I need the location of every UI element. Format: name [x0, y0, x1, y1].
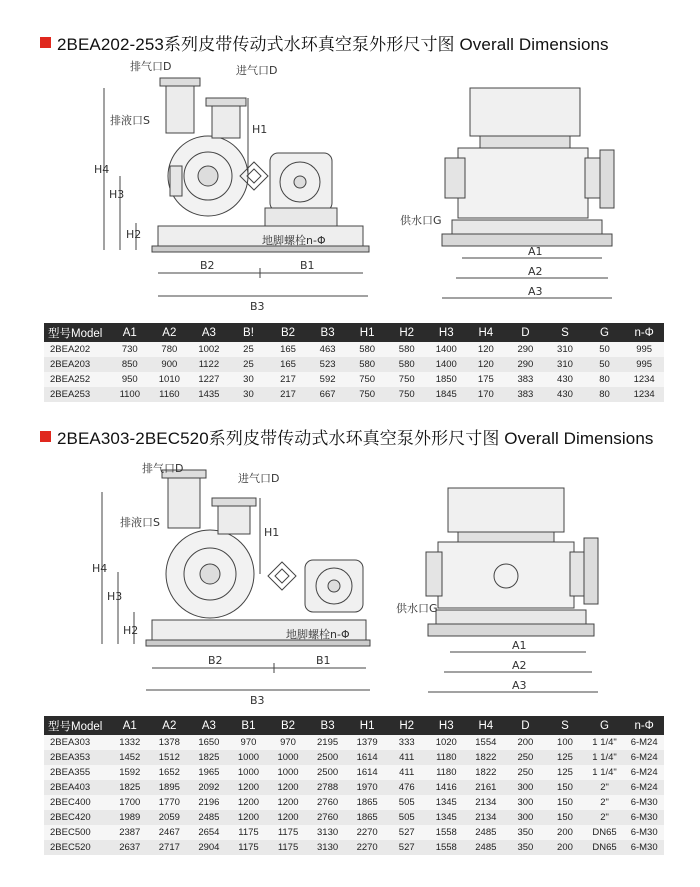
dim-a2: A2: [528, 265, 543, 278]
table-cell: 2BEA303: [44, 735, 110, 750]
table-cell: 2BEA355: [44, 765, 110, 780]
table-cell: 1379: [347, 735, 387, 750]
table-cell: 1378: [150, 735, 190, 750]
column-header: H2: [387, 323, 427, 342]
table-cell: 1332: [110, 735, 150, 750]
column-header: H4: [466, 323, 506, 342]
table-cell: 1100: [110, 387, 150, 402]
table-cell: 750: [387, 387, 427, 402]
table-cell: 970: [229, 735, 269, 750]
table-cell: 505: [387, 795, 427, 810]
dim-b2: B2: [200, 259, 215, 272]
table-cell: DN65: [585, 825, 625, 840]
table-cell: 592: [308, 372, 348, 387]
table-cell: 6-M24: [624, 735, 664, 750]
column-header: n-Φ: [624, 323, 664, 342]
table-cell: 25: [229, 357, 269, 372]
table-cell: 175: [466, 372, 506, 387]
table-cell: 217: [268, 387, 308, 402]
table-cell: DN65: [585, 840, 625, 855]
table-cell: 2134: [466, 810, 506, 825]
label-intake: 进气口D: [238, 472, 280, 485]
table-cell: 290: [506, 342, 546, 357]
table-cell: 580: [387, 357, 427, 372]
table-cell: 3130: [308, 825, 348, 840]
table-cell: 523: [308, 357, 348, 372]
table-cell: 1000: [268, 750, 308, 765]
table-cell: 1614: [347, 750, 387, 765]
table-cell: 1200: [229, 795, 269, 810]
label-anchor: 地脚螺栓n-Φ: [262, 234, 326, 247]
column-header: n-Φ: [624, 716, 664, 735]
table-cell: 1512: [150, 750, 190, 765]
table-cell: 2BEC520: [44, 840, 110, 855]
section-2-spec-table: [44, 716, 664, 855]
table-cell: 970: [268, 735, 308, 750]
table-cell: 250: [506, 750, 546, 765]
table-cell: 2637: [110, 840, 150, 855]
table-cell: 1825: [189, 750, 229, 765]
table-cell: 383: [506, 387, 546, 402]
table-cell: 100: [545, 735, 585, 750]
column-header: G: [585, 716, 625, 735]
column-header: 型号Model: [44, 323, 110, 342]
table-cell: 6-M24: [624, 780, 664, 795]
table-row: [44, 342, 664, 357]
table-cell: 1965: [189, 765, 229, 780]
table-cell: 2BEA253: [44, 387, 110, 402]
table-cell: 476: [387, 780, 427, 795]
dim-h3: H3: [107, 590, 123, 603]
column-header: H1: [347, 716, 387, 735]
table-cell: 2270: [347, 840, 387, 855]
table-header-row: [44, 323, 664, 342]
dim-a1: A1: [528, 245, 543, 258]
table-cell: 310: [545, 342, 585, 357]
table-cell: 200: [545, 840, 585, 855]
table-cell: 80: [585, 372, 625, 387]
table-cell: 1845: [427, 387, 467, 402]
table-cell: 1970: [347, 780, 387, 795]
table-cell: 1175: [229, 840, 269, 855]
table-cell: 300: [506, 795, 546, 810]
table-cell: 2": [585, 810, 625, 825]
table-cell: 1002: [189, 342, 229, 357]
column-header: H3: [427, 716, 467, 735]
table-cell: 217: [268, 372, 308, 387]
table-cell: 1200: [268, 810, 308, 825]
pump-drawing-2: [90, 452, 650, 710]
table-cell: 1558: [427, 825, 467, 840]
table-cell: 750: [347, 372, 387, 387]
table-cell: 1345: [427, 810, 467, 825]
dim-a3: A3: [512, 679, 527, 692]
table-cell: 1000: [229, 750, 269, 765]
table-cell: 527: [387, 825, 427, 840]
table-row: [44, 825, 664, 840]
table-cell: 3130: [308, 840, 348, 855]
column-header: D: [506, 716, 546, 735]
table-row: [44, 795, 664, 810]
table-cell: 6-M24: [624, 765, 664, 780]
table-cell: 1020: [427, 735, 467, 750]
column-header: B3: [308, 716, 348, 735]
column-header: H2: [387, 716, 427, 735]
table-cell: 2BEA252: [44, 372, 110, 387]
table-cell: 1895: [150, 780, 190, 795]
table-cell: 580: [347, 342, 387, 357]
table-cell: 750: [347, 387, 387, 402]
table-row: [44, 387, 664, 402]
table-cell: 1614: [347, 765, 387, 780]
table-cell: 430: [545, 387, 585, 402]
table-cell: 30: [229, 387, 269, 402]
table-header-row: [44, 716, 664, 735]
dim-h1: H1: [252, 123, 268, 136]
table-cell: 527: [387, 840, 427, 855]
table-cell: 6-M30: [624, 795, 664, 810]
table-cell: 995: [624, 357, 664, 372]
table-cell: 165: [268, 342, 308, 357]
table-row: [44, 372, 664, 387]
dim-h1: H1: [264, 526, 280, 539]
table-cell: 1122: [189, 357, 229, 372]
table-cell: 2760: [308, 810, 348, 825]
table-cell: 80: [585, 387, 625, 402]
table-cell: 250: [506, 765, 546, 780]
table-cell: 1822: [466, 750, 506, 765]
table-cell: 1180: [427, 765, 467, 780]
column-header: A1: [110, 716, 150, 735]
column-header: H1: [347, 323, 387, 342]
table-row: [44, 840, 664, 855]
table-row: [44, 810, 664, 825]
section-1-spec-table: [44, 323, 664, 402]
table-cell: 125: [545, 765, 585, 780]
label-drain: 排液口S: [120, 516, 160, 529]
table-cell: 1989: [110, 810, 150, 825]
table-cell: 1200: [229, 810, 269, 825]
table-cell: 300: [506, 810, 546, 825]
table-cell: 50: [585, 357, 625, 372]
column-header: B!: [229, 323, 269, 342]
dim-b1: B1: [316, 654, 331, 667]
table-cell: 1 1/4": [585, 735, 625, 750]
column-header: H3: [427, 323, 467, 342]
table-cell: 6-M30: [624, 825, 664, 840]
table-cell: 995: [624, 342, 664, 357]
table-row: [44, 735, 664, 750]
table-cell: 2BEC420: [44, 810, 110, 825]
dim-h2: H2: [123, 624, 139, 637]
table-cell: 310: [545, 357, 585, 372]
bullet-square-icon: [40, 37, 51, 48]
table-cell: 730: [110, 342, 150, 357]
label-anchor: 地脚螺栓n-Φ: [286, 628, 350, 641]
table-cell: 333: [387, 735, 427, 750]
table-cell: 1 1/4": [585, 765, 625, 780]
label-water: 供水口G: [400, 214, 442, 227]
table-cell: 150: [545, 795, 585, 810]
table-cell: 1400: [427, 357, 467, 372]
table-cell: 750: [387, 372, 427, 387]
table-cell: 1435: [189, 387, 229, 402]
dim-h4: H4: [92, 562, 108, 575]
table-cell: 1770: [150, 795, 190, 810]
column-header: B3: [308, 323, 348, 342]
table-cell: 2467: [150, 825, 190, 840]
table-cell: 2": [585, 795, 625, 810]
table-cell: 1345: [427, 795, 467, 810]
table-cell: 2500: [308, 750, 348, 765]
table-cell: 950: [110, 372, 150, 387]
column-header: S: [545, 716, 585, 735]
table-cell: 2904: [189, 840, 229, 855]
section-2-drawing: [90, 452, 650, 710]
table-cell: 150: [545, 810, 585, 825]
table-cell: 2BEC400: [44, 795, 110, 810]
table-cell: 1160: [150, 387, 190, 402]
table-cell: 2485: [466, 825, 506, 840]
table-cell: 6-M24: [624, 750, 664, 765]
column-header: G: [585, 323, 625, 342]
dim-b2: B2: [208, 654, 223, 667]
table-cell: 120: [466, 342, 506, 357]
table-cell: 2BEA403: [44, 780, 110, 795]
table-cell: 2BEC500: [44, 825, 110, 840]
table-cell: 780: [150, 342, 190, 357]
table-cell: 170: [466, 387, 506, 402]
table-cell: 1175: [268, 825, 308, 840]
table-cell: 25: [229, 342, 269, 357]
table-cell: 6-M30: [624, 810, 664, 825]
table-cell: 1200: [268, 795, 308, 810]
label-exhaust: 排气口D: [142, 462, 184, 475]
table-cell: 580: [387, 342, 427, 357]
column-header: A2: [150, 716, 190, 735]
table-cell: 2BEA353: [44, 750, 110, 765]
table-cell: 2500: [308, 765, 348, 780]
table-cell: 900: [150, 357, 190, 372]
table-cell: 1400: [427, 342, 467, 357]
table-cell: 1865: [347, 795, 387, 810]
table-cell: 290: [506, 357, 546, 372]
table-cell: 2654: [189, 825, 229, 840]
table-cell: 2059: [150, 810, 190, 825]
table-cell: 30: [229, 372, 269, 387]
section-2-heading: [40, 425, 653, 447]
table-cell: 125: [545, 750, 585, 765]
table-cell: 1652: [150, 765, 190, 780]
table-row: [44, 357, 664, 372]
table-cell: 411: [387, 750, 427, 765]
table-cell: 120: [466, 357, 506, 372]
table-cell: 1234: [624, 372, 664, 387]
table-cell: 1650: [189, 735, 229, 750]
table-row: [44, 750, 664, 765]
table-cell: 580: [347, 357, 387, 372]
section-2-title: 2BEA303-2BEC520系列皮带传动式水环真空泵外形尺寸图 Overall Dimensions: [57, 428, 654, 448]
table-cell: 1452: [110, 750, 150, 765]
column-header: D: [506, 323, 546, 342]
table-cell: 2788: [308, 780, 348, 795]
table-cell: 2760: [308, 795, 348, 810]
table-cell: 1175: [268, 840, 308, 855]
table-cell: 50: [585, 342, 625, 357]
label-intake: 进气口D: [236, 64, 278, 77]
dim-a3: A3: [528, 285, 543, 298]
table-cell: 2485: [189, 810, 229, 825]
table-cell: 1175: [229, 825, 269, 840]
table-cell: 1200: [268, 780, 308, 795]
label-water: 供水口G: [396, 602, 438, 615]
pump-drawing-1: [90, 58, 650, 318]
table-cell: 2092: [189, 780, 229, 795]
dim-h2: H2: [126, 228, 142, 241]
table-cell: 6-M30: [624, 840, 664, 855]
table-cell: 1850: [427, 372, 467, 387]
dim-b3: B3: [250, 694, 265, 707]
bullet-square-icon: [40, 431, 51, 442]
table-cell: 1000: [268, 765, 308, 780]
table-cell: 2134: [466, 795, 506, 810]
table-cell: 2": [585, 780, 625, 795]
column-header: B2: [268, 716, 308, 735]
dim-h3: H3: [109, 188, 125, 201]
table-cell: 2161: [466, 780, 506, 795]
table-cell: 200: [545, 825, 585, 840]
table-cell: 667: [308, 387, 348, 402]
table-cell: 505: [387, 810, 427, 825]
table-cell: 1554: [466, 735, 506, 750]
table-cell: 350: [506, 825, 546, 840]
table-cell: 1416: [427, 780, 467, 795]
dim-a1: A1: [512, 639, 527, 652]
table-cell: 1 1/4": [585, 750, 625, 765]
label-drain: 排液口S: [110, 114, 150, 127]
column-header: H4: [466, 716, 506, 735]
table-cell: 1234: [624, 387, 664, 402]
table-cell: 2195: [308, 735, 348, 750]
section-1-title: 2BEA202-253系列皮带传动式水环真空泵外形尺寸图 Overall Dimensions: [57, 34, 609, 54]
column-header: S: [545, 323, 585, 342]
table-cell: 1700: [110, 795, 150, 810]
table-cell: 383: [506, 372, 546, 387]
column-header: A1: [110, 323, 150, 342]
table-cell: 411: [387, 765, 427, 780]
table-cell: 1558: [427, 840, 467, 855]
table-cell: 2270: [347, 825, 387, 840]
table-cell: 1180: [427, 750, 467, 765]
column-header: A3: [189, 323, 229, 342]
table-cell: 1010: [150, 372, 190, 387]
table-cell: 1227: [189, 372, 229, 387]
table-cell: 2BEA203: [44, 357, 110, 372]
table-cell: 850: [110, 357, 150, 372]
dim-b3: B3: [250, 300, 265, 313]
column-header: A3: [189, 716, 229, 735]
table-cell: 430: [545, 372, 585, 387]
table-cell: 350: [506, 840, 546, 855]
table-cell: 2BEA202: [44, 342, 110, 357]
table-cell: 463: [308, 342, 348, 357]
table-row: [44, 765, 664, 780]
column-header: A2: [150, 323, 190, 342]
table-cell: 1825: [110, 780, 150, 795]
dim-h4: H4: [94, 163, 110, 176]
dim-b1: B1: [300, 259, 315, 272]
table-cell: 2387: [110, 825, 150, 840]
table-cell: 165: [268, 357, 308, 372]
table-cell: 1592: [110, 765, 150, 780]
section-1-heading: [40, 31, 609, 53]
table-cell: 300: [506, 780, 546, 795]
table-cell: 2485: [466, 840, 506, 855]
label-exhaust: 排气口D: [130, 60, 172, 73]
dim-a2: A2: [512, 659, 527, 672]
table-row: [44, 780, 664, 795]
table-cell: 2717: [150, 840, 190, 855]
table-cell: 150: [545, 780, 585, 795]
table-cell: 200: [506, 735, 546, 750]
table-cell: 2196: [189, 795, 229, 810]
table-cell: 1822: [466, 765, 506, 780]
table-cell: 1200: [229, 780, 269, 795]
column-header: 型号Model: [44, 716, 110, 735]
column-header: B1: [229, 716, 269, 735]
section-1-drawing: [90, 58, 650, 318]
column-header: B2: [268, 323, 308, 342]
table-cell: 1000: [229, 765, 269, 780]
table-cell: 1865: [347, 810, 387, 825]
